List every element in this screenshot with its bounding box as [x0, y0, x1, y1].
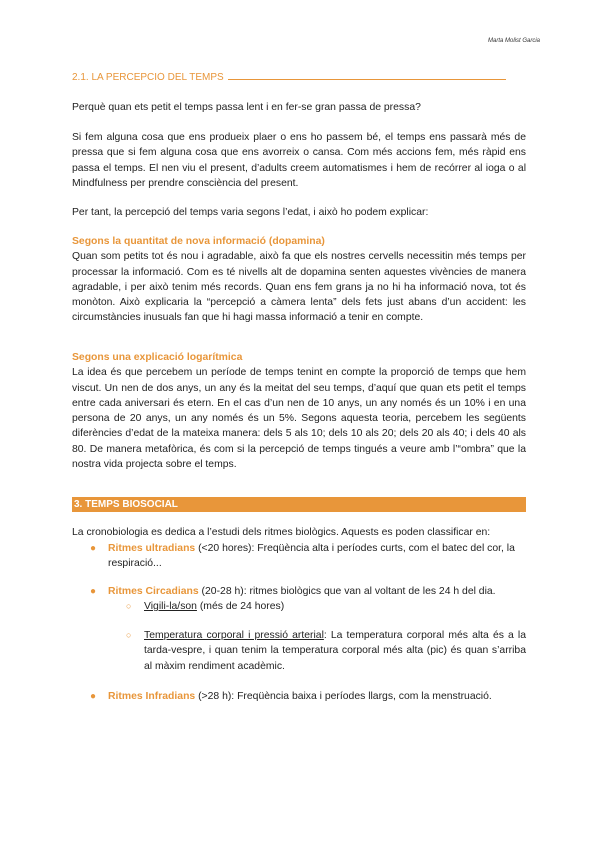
bullet-term: Ritmes ultradians — [108, 543, 196, 554]
list-item — [90, 584, 526, 599]
section-2-1-title: 2.1. LA PERCEPCIÓ DEL TEMPS — [72, 72, 224, 83]
bullet-circle-icon: ○ — [126, 630, 132, 640]
sub-bullet-text: (més de 24 hores) — [196, 601, 285, 612]
bullet-dot-icon: ● — [90, 586, 97, 597]
bullet-term: Ritmes Infradians — [108, 691, 196, 702]
subsection-dopamina-text: Quan som petits tot és nou i agradable, això fa que els nostres cervells necessitin més temps per processar la informació. Com es té nivells alt de dopamina senten aquestes vivències de manera agradable, i per això tenim més records. Quan ens fem grans ja no hi ha informació nova, tot és monòton. Això explicaria la “percepció a càmera lenta” dels fets just abans d’un accident: les circumstàncies inusuals fan que hi hagi massa informació a tenir en compte. — [72, 251, 526, 324]
bullet-dot-icon: ● — [90, 543, 97, 554]
bullet-circle-icon: ○ — [126, 601, 132, 611]
header-author: Marta Molist Garcia — [487, 38, 540, 44]
bullet-term: Ritmes Circadians — [108, 586, 199, 597]
subsection-dopamina-title: Segons la quantitat de nova informació (dopamina) — [72, 236, 325, 247]
bullet-text: (>28 h): Freqüència baixa i períodes llargs, com la menstruació. — [195, 691, 492, 702]
intro-question: Perquè quan ets petit el temps passa lent i en fer-se gran passa de pressa? — [72, 102, 421, 113]
sub-bullet-term: Temperatura corporal i pressió arterial — [144, 630, 324, 641]
section-2-1-heading — [72, 72, 524, 83]
bullet-dot-icon: ● — [90, 691, 97, 702]
section-3-heading: 3. TEMPS BIOSOCIAL — [72, 497, 526, 512]
heading-rule — [228, 79, 506, 80]
subsection-logaritmica — [72, 350, 526, 472]
paragraph-1: Si fem alguna cosa que ens produeix plaer o ens ho passem bé, el temps ens passarà més de pressa que si fem alguna cosa que ens avorreix o cansa. Com més accions fem, més ràpid ens passa el temps. El nen viu el present, d’adults creem automatismes i hem de recórrer al ioga o al Mindfulness per prendre consciència del present. — [72, 132, 526, 189]
sub-bullet-text: : La temperatura corporal més alta és a la tarda-vespre, i quan tenim la temperatura corporal més alta (pic) és quan s’arriba al màxim rendiment acadèmic. — [144, 630, 527, 672]
list-item — [90, 689, 526, 704]
subsection-logaritmica-text: La idea és que percebem un període de temps tenint en compte la proporció de temps que hem viscut. Un nen de dos anys, un any és la meitat del seu temps, d’aquí que quan ets petit el temps entre cada aniversari és etern. En el cas d’un nen de 10 anys, un any només és un 10% i en una persona de 20 anys, un any només és un 5%. Segons aquesta teoria, percebem les següents diferències d’edat de la mateixa manera: dels 5 als 10; dels 10 als 20; dels 20 als 40; i dels 40 als 80. De manera metafòrica, és com si la percepció de temps tingués a veure amb l’“ombra” que la nostra vida projecta sobre el temps. — [72, 367, 526, 471]
subsection-logaritmica-title: Segons una explicació logarítmica — [72, 352, 243, 363]
sub-list-item — [126, 628, 526, 674]
paragraph-2: Per tant, la percepció del temps varia segons l’edat, i això ho podem explicar: — [72, 207, 429, 218]
bullet-text: (20-28 h): ritmes biològics que van al voltant de les 24 h del dia. — [198, 586, 496, 597]
sub-list-item — [126, 599, 526, 614]
bullet-text: (<20 hores): Freqüència alta i períodes curts, com el batec del cor, la respiració... — [108, 543, 515, 570]
sub-bullet-term: Vigili-la/son — [144, 601, 197, 612]
section-3-intro: La cronobiologia es dedica a l’estudi dels ritmes biològics. Aquests es poden classificar en: — [72, 527, 491, 538]
subsection-dopamina — [72, 234, 526, 326]
list-item — [90, 541, 526, 572]
